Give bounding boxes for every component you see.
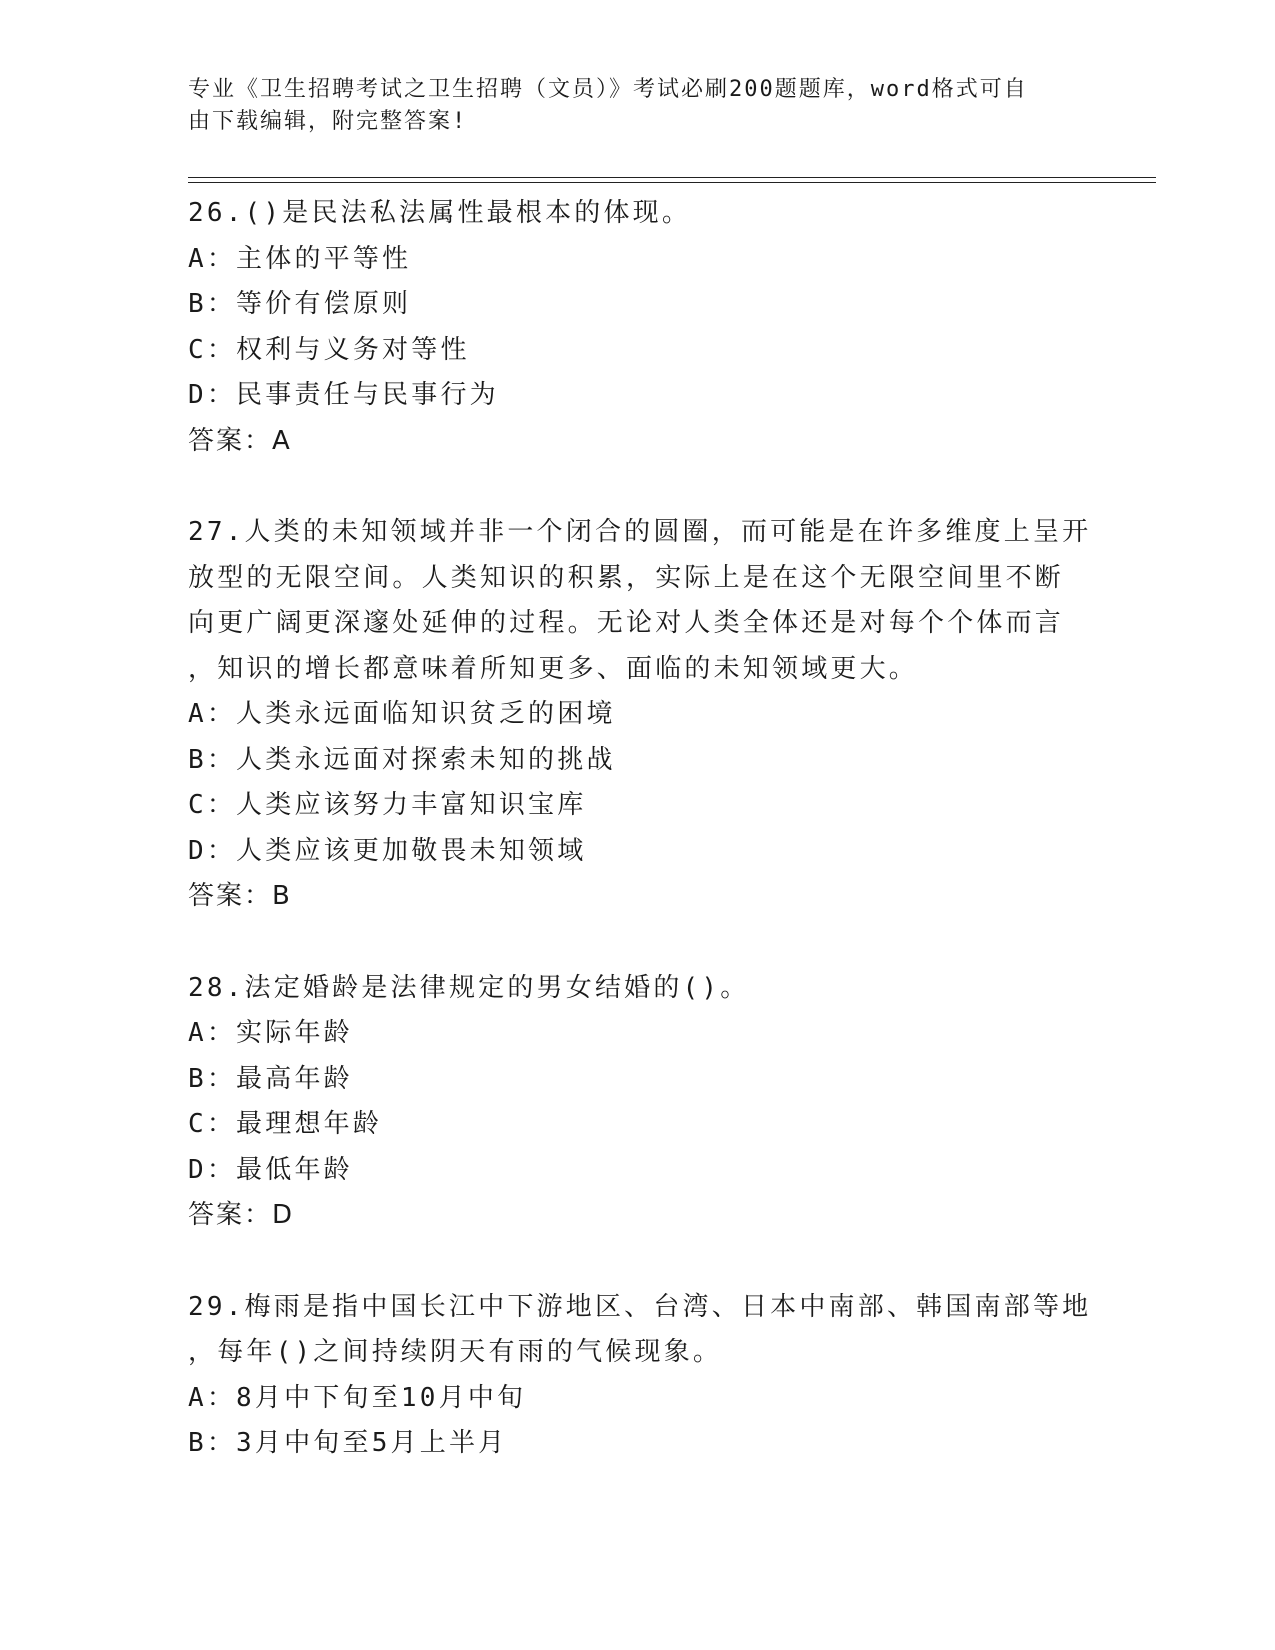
- option-a: A：主体的平等性: [188, 243, 412, 274]
- option-c: C：人类应该努力丰富知识宝库: [188, 790, 587, 820]
- question-26: [188, 191, 1088, 464]
- option-c: C：最理想年龄: [188, 1109, 383, 1139]
- option-a: A：人类永远面临知识贫乏的困境: [188, 699, 616, 729]
- document-header: [188, 74, 1068, 138]
- question-stem-line-2: 放型的无限空间。人类知识的积累，实际上是在这个无限空间里不断: [188, 562, 1065, 593]
- question-stem-line-3: 向更广阔更深邃处延伸的过程。无论对人类全体还是对每个个体而言: [188, 608, 1065, 638]
- answer-label: 答案：B: [188, 881, 292, 911]
- option-b: B：人类永远面对探索未知的挑战: [188, 744, 616, 775]
- question-stem-line-1: 29.梅雨是指中国长江中下游地区、台湾、日本中南部、韩国南部等地: [188, 1291, 1092, 1322]
- question-29: [188, 1285, 1092, 1467]
- question-27: [188, 510, 1092, 920]
- answer-label: 答案：A: [188, 425, 292, 456]
- header-line-1: 专业《卫生招聘考试之卫生招聘（文员）》考试必刷200题题库，word格式可自: [188, 77, 1028, 102]
- question-stem: 28.法定婚龄是法律规定的男女结婚的()。: [188, 972, 750, 1003]
- option-b: B：3月中旬至5月上半月: [188, 1428, 508, 1458]
- question-stem-line-1: 27.人类的未知领域并非一个闭合的圆圈，而可能是在许多维度上呈开: [188, 517, 1092, 547]
- option-d: D：人类应该更加敬畏未知领域: [188, 835, 587, 866]
- option-a: A：8月中下旬至10月中旬: [188, 1382, 527, 1413]
- option-d: D：最低年龄: [188, 1154, 353, 1185]
- option-d: D：民事责任与民事行为: [188, 380, 499, 410]
- header-line-2: 由下载编辑，附完整答案!: [188, 109, 468, 134]
- option-b: B：最高年龄: [188, 1063, 353, 1094]
- question-list: [188, 191, 1092, 1513]
- answer-label: 答案：D: [188, 1200, 295, 1230]
- question-stem: 26.()是民法私法属性最根本的体现。: [188, 198, 692, 228]
- option-c: C：权利与义务对等性: [188, 334, 470, 365]
- question-stem-line-4: ，知识的增长都意味着所知更多、面临的未知领域更大。: [188, 653, 919, 684]
- option-a: A：实际年龄: [188, 1018, 353, 1048]
- question-stem-line-2: ，每年()之间持续阴天有雨的气候现象。: [188, 1337, 723, 1367]
- option-b: B：等价有偿原则: [188, 289, 412, 319]
- header-divider-top: [188, 177, 1156, 178]
- header-divider-bottom: [188, 182, 1156, 183]
- question-28: [188, 966, 1088, 1239]
